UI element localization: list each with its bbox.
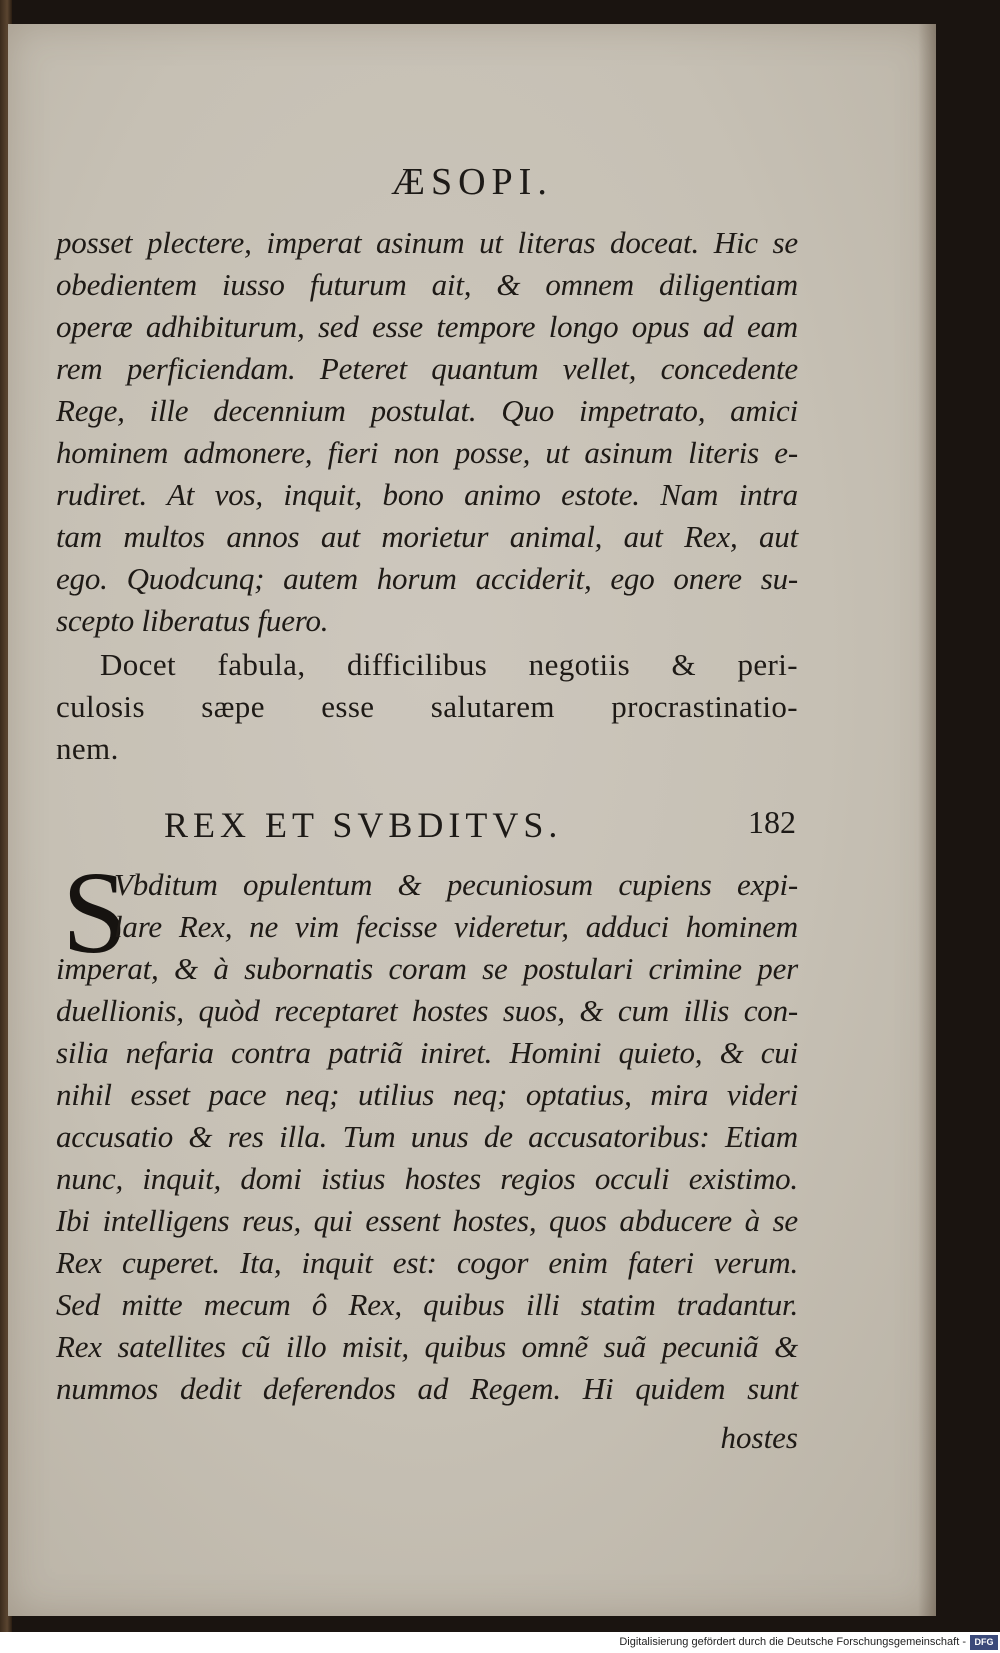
book-page — [8, 24, 936, 1616]
text-line: Rex cuperet. Ita, inquit est: cogor enim fateri verum. — [56, 1245, 798, 1280]
digitization-footer — [0, 1632, 1000, 1653]
moral-line: Docet fabula, difficilibus negotiis & peri- — [100, 647, 798, 682]
page-edge-shadow — [918, 24, 936, 1616]
text-line: Sed mitte mecum ô Rex, quibus illi statim tradantur. — [56, 1287, 798, 1322]
text-line: imperat, & à subornatis coram se postulari crimine per — [56, 951, 798, 986]
text-line: hominem admonere, fieri non posse, ut asinum literis e- — [56, 435, 798, 470]
fable-moral — [56, 644, 798, 770]
text-line: scepto liberatus fuero. — [56, 603, 329, 638]
catchword: hostes — [720, 1420, 798, 1455]
text-line: duellionis, quòd receptaret hostes suos, & cum illis con- — [56, 993, 798, 1028]
text-line: rem perficiendam. Peteret quantum vellet, concedente — [56, 351, 798, 386]
text-line: tam multos annos aut morietur animal, aut Rex, aut — [56, 519, 798, 554]
fable-number: 182 — [748, 804, 796, 840]
drop-cap: S — [62, 847, 128, 978]
text-line: nummos dedit deferendos ad Regem. Hi quidem sunt — [56, 1371, 798, 1406]
text-line: silia nefaria contra patriã iniret. Homini quieto, & cui — [56, 1035, 798, 1070]
fable-continued-text — [56, 222, 798, 642]
text-line: posset plectere, imperat asinum ut literas doceat. Hic se — [56, 225, 798, 260]
text-line: lare Rex, ne vim fecisse videretur, adduci hominem — [114, 909, 798, 944]
text-line: obedientem iusso futurum ait, & omnem diligentiam — [56, 267, 798, 302]
fable-heading — [56, 804, 798, 854]
text-line: Vbditum opulentum & pecuniosum cupiens expi- — [114, 867, 798, 902]
running-head: ÆSOPI. — [391, 161, 553, 203]
text-line: ego. Quodcunq; autem horum acciderit, ego onere su- — [56, 561, 798, 596]
text-line: Rege, ille decennium postulat. Quo impetrato, amici — [56, 393, 798, 428]
fable-body-text — [56, 864, 798, 1410]
text-line: nihil esset pace neq; utilius neq; optatius, mira videri — [56, 1077, 798, 1112]
dfg-logo: DFG — [970, 1635, 998, 1650]
moral-line: nem. — [56, 731, 119, 766]
fable-title: REX ET SVBDITVS. — [164, 805, 563, 845]
text-line: operæ adhibiturum, sed esse tempore longo opus ad eam — [56, 309, 798, 344]
text-line: rudiret. At vos, inquit, bono animo estote. Nam intra — [56, 477, 798, 512]
text-line: accusatio & res illa. Tum unus de accusatoribus: Etiam — [56, 1119, 798, 1154]
footer-credit: Digitalisierung gefördert durch die Deutsche Forschungsgemeinschaft - — [619, 1636, 966, 1648]
text-line: Ibi intelligens reus, qui essent hostes, quos abducere à se — [56, 1203, 798, 1238]
text-line: nunc, inquit, domi istius hostes regios occuli existimo. — [56, 1161, 798, 1196]
text-line: Rex satellites cũ illo misit, quibus omnẽ suã pecuniã & — [56, 1329, 798, 1364]
moral-line: culosis sæpe esse salutarem procrastinatio- — [56, 689, 798, 724]
